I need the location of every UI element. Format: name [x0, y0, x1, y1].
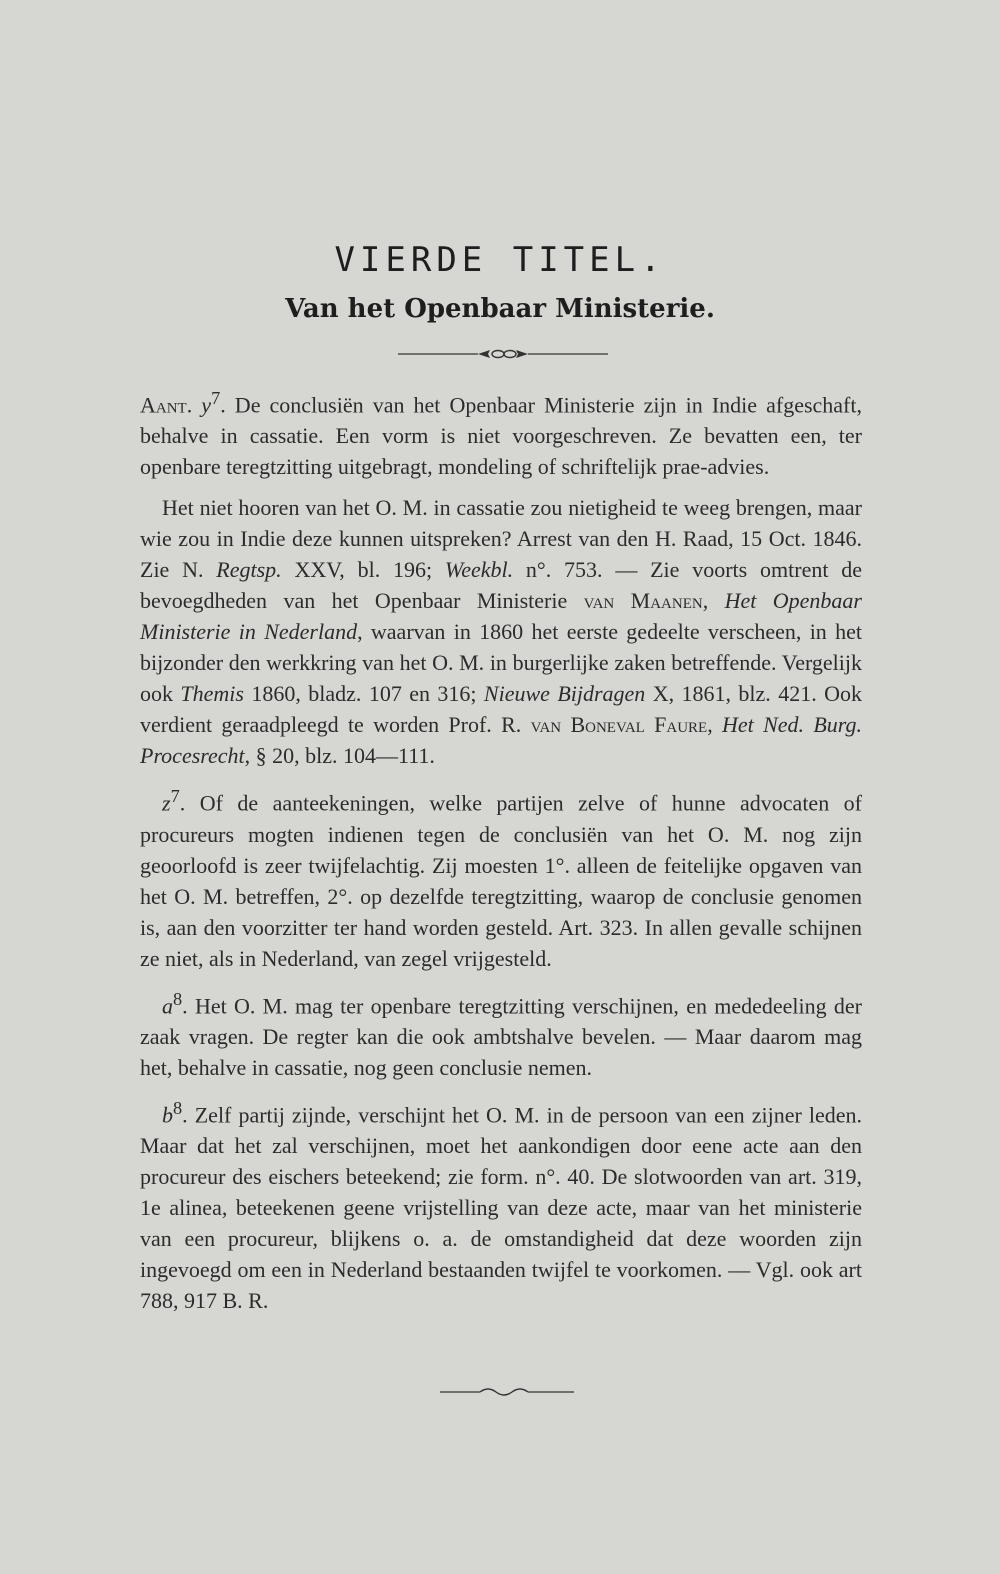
annotation-paragraph: $a^8$. Het O. M. mag ter openbare teregtzitting verschijnen, en mededeeling der zaak vragen. De regter kan die ook ambtshalve bevelen. — Maar daarom mag het, behalve in cassatie, nog geen conclusie nemen. — [140, 988, 862, 1080]
divider-ornament-bottom — [440, 1386, 574, 1398]
chapter-subtitle: Van het Openbaar Ministerie. — [285, 294, 715, 324]
divider-ornament-top — [398, 348, 608, 360]
annotation-paragraph: Aant. $y^7$. De conclusiën van het Openbaar Ministerie zijn in Indie afgeschaft, behalve in cassatie. Een vorm is niet voorgeschreven. Ze bevatten een, ter openbare teregtzitting uitgebragt, mondeling of schriftelijk prae-advies. — [140, 388, 863, 480]
text-body — [140, 383, 862, 1326]
annotation-paragraph: $z^7$. Of de aanteekeningen, welke partijen zelve of hunne advocaten of procureurs mogten indienen tegen de conclusiën van het O. M. nog zijn geoorloofd is zeer twijfelachtig. Zij moesten 1°. alleen de feitelijke opgaven van het O. M. betreffen, 2°. op dezelfde teregtzitting, waarop de conclusie genomen is, aan den voorzitter ter hand worden gesteld. Art. 323. In allen gevalle schijnen ze niet, als in Nederland, van zegel vrijgesteld. — [140, 786, 862, 971]
chapter-title: VIERDE TITEL. — [334, 240, 666, 280]
annotation-paragraph: Het niet hooren van het O. M. in cassatie zou nietigheid te weeg brengen, maar wie zou in Indie deze kunnen uitspreken? Arrest van den H. Raad, 15 Oct. 1846. Zie N. Regtsp. XXV, bl. 196; Weekbl. n°. 753. — Zie voorts omtrent de bevoegdheden van het Openbaar Ministerie van Maanen, Het Openbaar Ministerie in Nederland, waarvan in 1860 het eerste gedeelte verscheen, in het bijzonder den werkkring van het O. M. in burgerlijke zaken betreffende. Vergelijk ook Themis 1860, bladz. 107 en 316; Nieuwe Bijdragen X, 1861, blz. 421. Ook verdient geraadpleegd te worden Prof. R. van Boneval Faure, Het Ned. Burg. Procesrecht, § 20, blz. 104—111. — [140, 495, 863, 769]
annotation-paragraph: $b^8$. Zelf partij zijnde, verschijnt het O. M. in de persoon van een zijner leden. Maar dat het zal verschijnen, moet het aankondigen door eene acte aan den procureur des eischers beteekend; zie form. n°. 40. De slotwoorden van art. 319, 1e alinea, beteekenen geene vrijstelling van deze acte, maar van het ministerie van een procureur, blijkens o. a. de omstandigheid dat deze woorden zijn ingevoegd om een in Nederland bestaanden twijfel te voorkomen. — Vgl. ook art 788, 917 B. R. — [140, 1097, 862, 1314]
